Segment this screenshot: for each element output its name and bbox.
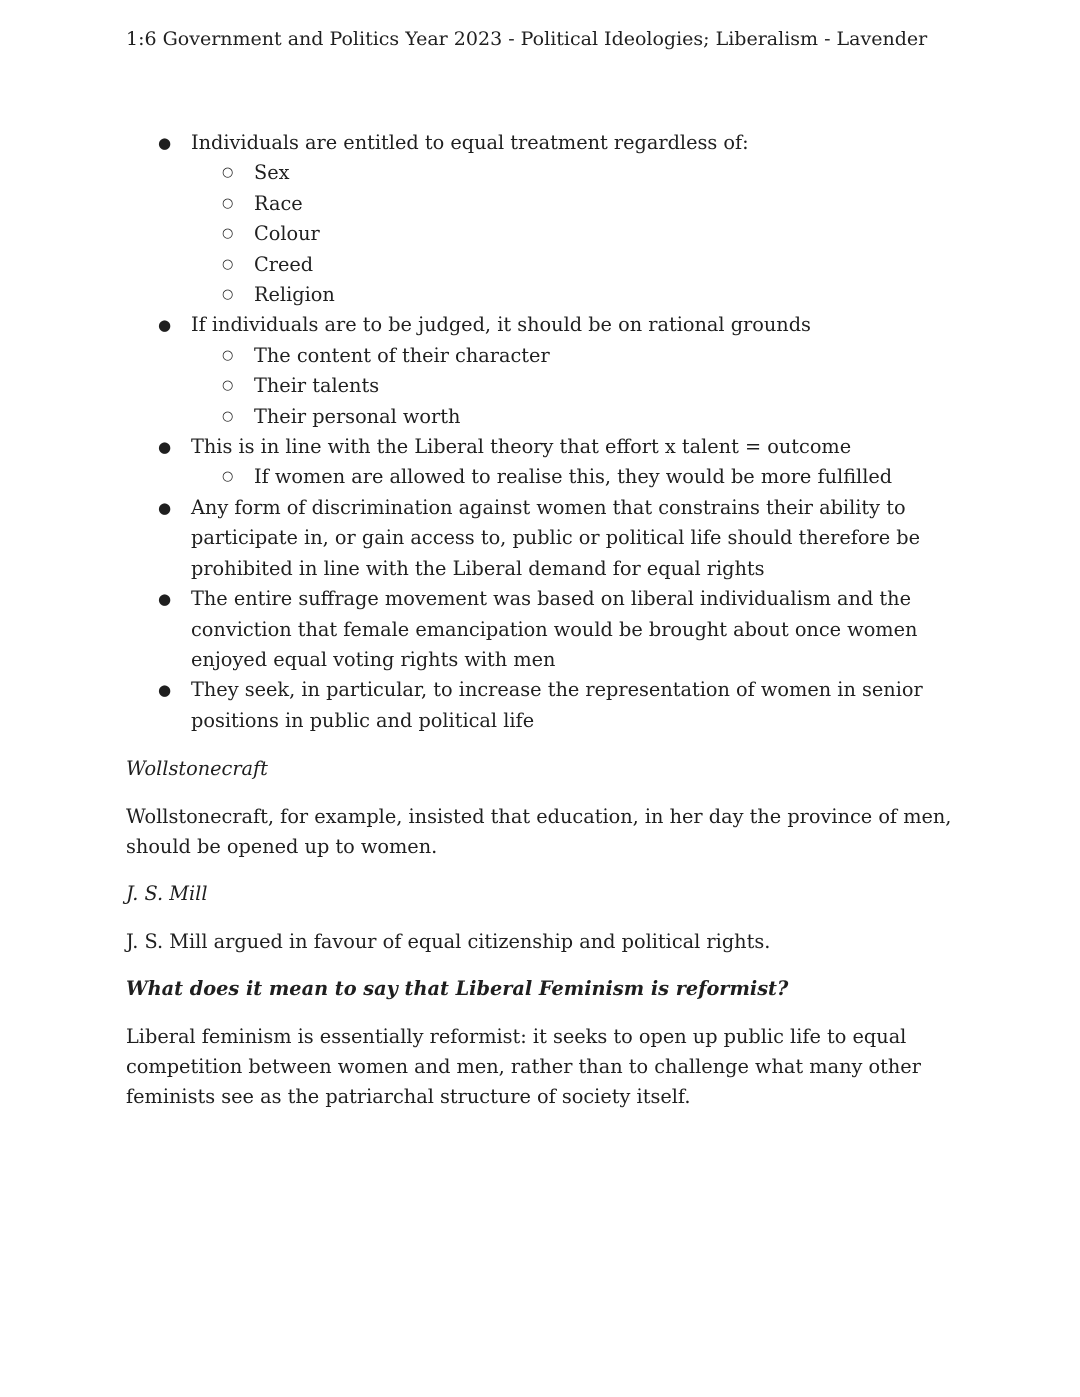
sub-list-item-text: Religion	[254, 283, 335, 307]
sub-list-item-text: Their personal worth	[254, 404, 461, 428]
bullet-icon: ●	[158, 438, 172, 457]
bullet-list	[126, 128, 956, 736]
list-item-text: Individuals are entitled to equal treatment regardless of:	[191, 131, 749, 154]
sub-list-item	[191, 189, 956, 219]
list-item-text: Any form of discrimination against women that constrains their ability to participate in, or gain access to, public or political life should therefore be prohibited in line with the Liberal demand for equal rights	[191, 495, 920, 580]
list-item	[126, 493, 956, 584]
circle-bullet-icon: ○	[222, 347, 234, 363]
reformist-question: What does it mean to say that Liberal Feminism is reformist?	[126, 977, 789, 1001]
sub-list-item	[191, 250, 956, 280]
circle-bullet-icon: ○	[222, 287, 234, 303]
circle-bullet-icon: ○	[222, 256, 234, 272]
list-item	[126, 310, 956, 432]
bullet-icon: ●	[158, 134, 172, 152]
mill-heading: J. S. Mill	[126, 882, 208, 906]
circle-bullet-icon: ○	[222, 165, 234, 181]
wollstonecraft-heading: Wollstonecraft	[126, 757, 268, 781]
list-item-text: If individuals are to be judged, it should be on rational grounds	[191, 313, 811, 337]
bullet-icon: ●	[158, 498, 172, 517]
wollstonecraft-paragraph: Wollstonecraft, for example, insisted that education, in her day the province of men, should be opened up to women.	[126, 804, 952, 858]
sub-list	[191, 462, 956, 492]
list-item	[126, 584, 956, 675]
document-body	[126, 128, 956, 1113]
sub-list-item	[191, 158, 956, 188]
list-item	[126, 128, 956, 310]
bullet-icon: ●	[158, 590, 172, 609]
sub-list-item-text: Creed	[254, 252, 314, 276]
list-item-text: They seek, in particular, to increase the representation of women in senior positions in public and political life	[191, 678, 923, 732]
sub-list	[191, 158, 956, 310]
sub-list	[191, 341, 956, 432]
bullet-icon: ●	[158, 316, 172, 335]
sub-list-item-text: Race	[254, 191, 303, 215]
bullet-icon: ●	[158, 681, 172, 700]
sub-list-item-text: Their talents	[254, 374, 380, 398]
reformist-answer: Liberal feminism is essentially reformist: it seeks to open up public life to equal competition between women and men, rather than to challenge what many other feminists see as the patriarchal structure of society itself.	[126, 1024, 921, 1109]
circle-bullet-icon: ○	[222, 195, 234, 211]
sub-list-item	[191, 341, 956, 371]
sub-list-item	[191, 219, 956, 249]
circle-bullet-icon: ○	[222, 408, 234, 424]
circle-bullet-icon: ○	[222, 378, 234, 394]
sub-list-item	[191, 462, 956, 492]
document-header: 1:6 Government and Politics Year 2023 - Political Ideologies; Liberalism - Lavender	[126, 28, 928, 50]
circle-bullet-icon: ○	[222, 469, 234, 485]
sub-list-item	[191, 280, 956, 310]
list-item-text: This is in line with the Liberal theory that effort x talent = outcome	[191, 435, 852, 459]
sub-list-item-text: Sex	[254, 161, 290, 185]
list-item	[126, 675, 956, 736]
sub-list-item	[191, 371, 956, 401]
sub-list-item-text: If women are allowed to realise this, they would be more fulfilled	[254, 465, 893, 489]
mill-paragraph: J. S. Mill argued in favour of equal citizenship and political rights.	[126, 929, 771, 953]
sub-list-item	[191, 402, 956, 432]
circle-bullet-icon: ○	[222, 226, 234, 242]
sub-list-item-text: The content of their character	[254, 343, 550, 367]
list-item	[126, 432, 956, 493]
sub-list-item-text: Colour	[254, 222, 320, 246]
list-item-text: The entire suffrage movement was based on liberal individualism and the conviction that female emancipation would be brought about once women enjoyed equal voting rights with men	[191, 587, 918, 671]
